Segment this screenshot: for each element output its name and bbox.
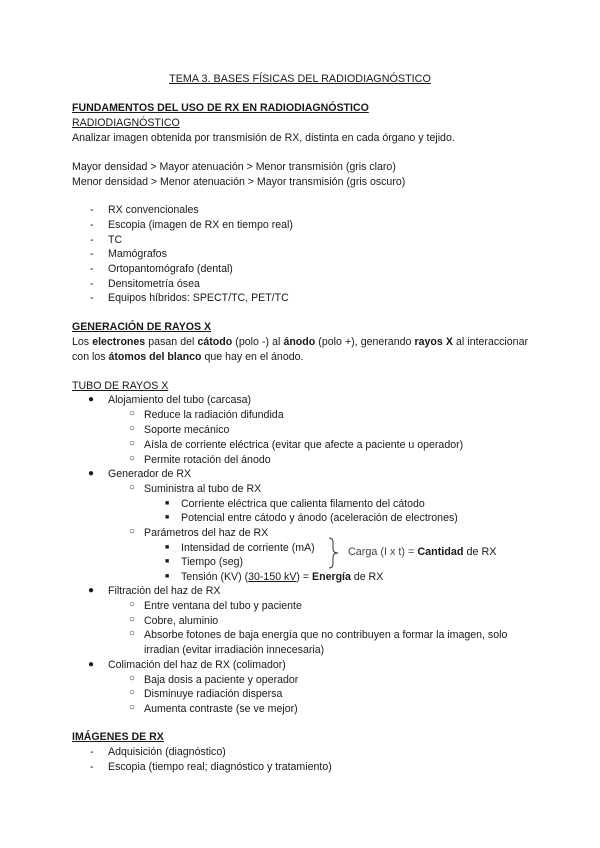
list-item: ■ Tensión (KV) (30-150 kV) = Energía de RX bbox=[165, 571, 384, 583]
bullet-circle: ○ bbox=[129, 453, 136, 464]
dash-marker: - bbox=[90, 292, 94, 304]
document-page: TEMA 3. BASES FÍSICAS DEL RADIODIAGNÓSTICO FUNDAMENTOS DEL USO DE RX EN RADIODIAGNÓSTICO RADIODIAGNÓSTICO Analizar imagen obtenida por transmisión de RX, distinta en cada órgano y tejido. Mayor densidad > Mayor atenuación > Menor transmisión (gris claro) Menor densidad > Menor atenuación > Mayor transmisión (gris oscuro) - RX convencionales - Escopia (imagen de RX en tiempo real) - TC - Mamógrafos - Ortopantomógrafo (dental) - Densitometría ósea - Equipos híbridos: SPECT/TC, PET/TC GENERACIÓN DE RAYOS X Los electrones pasan del cátodo (polo -) al ánodo (polo +), generando rayos X al interaccionar con los átomos del blanco que hay en el ánodo. TUBO DE RAYOS X ● Alojamiento del tubo (carcasa) ○ Reduce la radiación difundida ○ Soporte mecánico ○ Aísla de corriente eléctrica (evitar que afecte a paciente u operador) ○ Permite rotación del ánodo ● Generador de RX ○ Suministra al tubo de RX ■ Corriente eléctrica que calienta filamento del cátodo ■ Potencial entre cátodo y ánodo (aceleración de electrones) ○ Parámetros del haz de RX ■ Intensidad de corriente (mA) ■ Tiempo (seg) ■ Tensión (KV) (30-150 kV) = Energía de RX Carga (I x t) = Cantidad de RX ● Filtración del haz de RX ○ Entre ventana del tubo y paciente ○ Cobre, aluminio ○ Absorbe fotones de baja energía que no contribuyen a formar la imagen, solo irradian (evitar irradiación innecesaria) ● Colimación del haz de RX (colimador) ○ Baja dosis a paciente y operador ○ Disminuye radiación dispersa ○ Aumenta contraste (se ve mejor) IMÁGENES DE RX - Adquisición (diagnóstico) - Escopia (tiempo real; diagnóstico y tratamiento) bbox=[0, 0, 600, 848]
bullet-circle: ○ bbox=[129, 628, 136, 639]
bullet-circle: ○ bbox=[129, 482, 136, 493]
list-item: ○ Soporte mecánico bbox=[129, 423, 230, 436]
list-item: ○ Suministra al tubo de RX bbox=[129, 482, 262, 495]
dash-marker: - bbox=[90, 278, 94, 290]
list-item-continuation: irradian (evitar irradiación innecesaria) bbox=[144, 644, 325, 656]
list-item: ■ Tiempo (seg) bbox=[165, 556, 244, 568]
section-heading-fundamentos: FUNDAMENTOS DEL USO DE RX EN RADIODIAGNÓSTICO bbox=[72, 102, 369, 114]
list-item: ■ Intensidad de corriente (mA) bbox=[165, 542, 315, 554]
list-item: ○ Aumenta contraste (se ve mejor) bbox=[129, 702, 298, 715]
section-heading-imagenes: IMÁGENES DE RX bbox=[72, 731, 164, 743]
bullet-square: ■ bbox=[165, 500, 170, 507]
list-item: ○ Baja dosis a paciente y operador bbox=[129, 673, 299, 686]
list-item: ○ Disminuye radiación dispersa bbox=[129, 687, 283, 700]
bullet-circle: ○ bbox=[129, 614, 136, 625]
dash-marker: - bbox=[90, 263, 94, 275]
bullet-disc: ● bbox=[88, 394, 95, 405]
bullet-circle: ○ bbox=[129, 438, 136, 449]
list-item: ● Colimación del haz de RX (colimador) bbox=[88, 659, 286, 671]
bullet-circle: ○ bbox=[129, 599, 136, 610]
list-item: ○ Entre ventana del tubo y paciente bbox=[129, 599, 302, 612]
bullet-disc: ● bbox=[88, 659, 95, 670]
subheading-tubo: TUBO DE RAYOS X bbox=[72, 380, 169, 392]
bullet-circle: ○ bbox=[129, 408, 136, 419]
list-item: ○ Cobre, aluminio bbox=[129, 614, 219, 627]
list-item: ○ Absorbe fotones de baja energía que no contribuyen a formar la imagen, solo bbox=[129, 628, 508, 641]
dash-marker: - bbox=[90, 234, 94, 246]
bullet-circle: ○ bbox=[129, 687, 136, 698]
generation-paragraph: Los electrones pasan del cátodo (polo -) al ánodo (polo +), generando rayos X al interaccionar con los átomos del blanco que hay en el ánodo. bbox=[72, 336, 528, 363]
list-item: ● Filtración del haz de RX bbox=[88, 585, 221, 597]
section-heading-generacion: GENERACIÓN DE RAYOS X bbox=[72, 321, 212, 333]
dash-marker: - bbox=[90, 746, 94, 758]
bullet-circle: ○ bbox=[129, 526, 136, 537]
page-title: TEMA 3. BASES FÍSICAS DEL RADIODIAGNÓSTICO bbox=[169, 73, 431, 85]
bullet-circle: ○ bbox=[129, 423, 136, 434]
list-item: ○ Reduce la radiación difundida bbox=[129, 408, 284, 421]
density-rule-2: Menor densidad > Menor atenuación > Mayor transmisión (gris oscuro) bbox=[72, 176, 406, 188]
list-item: ■ Potencial entre cátodo y ánodo (aceleración de electrones) bbox=[165, 512, 458, 524]
subheading-radiodiagnostico: RADIODIAGNÓSTICO bbox=[72, 117, 180, 129]
bullet-disc: ● bbox=[88, 468, 95, 479]
list-item: ● Alojamiento del tubo (carcasa) bbox=[88, 394, 252, 406]
bullet-square: ■ bbox=[165, 573, 170, 580]
bullet-circle: ○ bbox=[129, 673, 136, 684]
list-item: ● Generador de RX bbox=[88, 468, 192, 480]
bullet-square: ■ bbox=[165, 514, 170, 521]
list-item: ■ Corriente eléctrica que calienta filamento del cátodo bbox=[165, 498, 425, 510]
list-item: ○ Parámetros del haz de RX bbox=[129, 526, 269, 539]
carga-label: Carga (I x t) = Cantidad de RX bbox=[348, 546, 497, 558]
curly-brace-icon bbox=[327, 537, 341, 569]
dash-marker: - bbox=[90, 219, 94, 231]
bullet-square: ■ bbox=[165, 544, 170, 551]
density-rule-1: Mayor densidad > Mayor atenuación > Menor transmisión (gris claro) bbox=[72, 161, 396, 173]
bullet-square: ■ bbox=[165, 558, 170, 565]
bullet-disc: ● bbox=[88, 585, 95, 596]
bullet-circle: ○ bbox=[129, 702, 136, 713]
dash-marker: - bbox=[90, 761, 94, 773]
list-item: ○ Aísla de corriente eléctrica (evitar que afecte a paciente u operador) bbox=[129, 438, 464, 451]
dash-marker: - bbox=[90, 204, 94, 216]
dash-marker: - bbox=[90, 248, 94, 260]
list-item: ○ Permite rotación del ánodo bbox=[129, 453, 271, 466]
intro-text: Analizar imagen obtenida por transmisión de RX, distinta en cada órgano y tejido. bbox=[72, 132, 455, 144]
